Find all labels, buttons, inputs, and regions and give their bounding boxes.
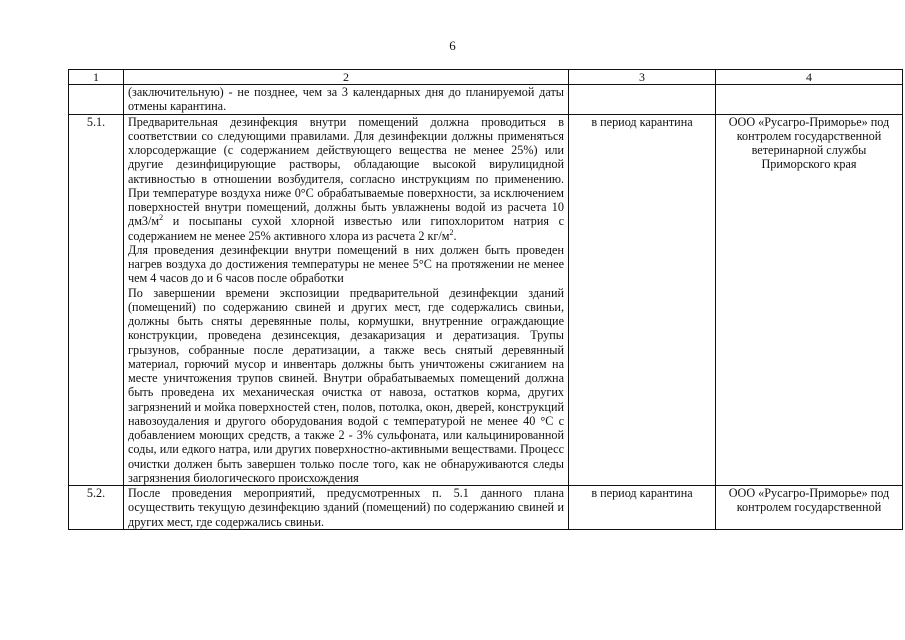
row-responsible: ООО «Русагро-Приморье» под контролем государственной ветеринарной службы Приморского края [716, 114, 903, 486]
row-period: в период карантина [569, 114, 716, 486]
row-number: 5.1. [69, 114, 124, 486]
paragraph-3: По завершении времени экспозиции предварительной дезинфекции зданий (помещений) по содержанию свиней и других мест, где содержались свиньи, должны быть сняты деревянные полы, кормушки, внутренние ограждающие конструкции, проведена дезинсекция, дезакаризация и дератизация. Трупы грызунов, собранные после дератизации, а также весь снятый деревянный материал, горючий мусор и инвентарь должны быть уничтожены сжиганием на месте уничтожения трупов свиней. Внутри обрабатываемых помещений должна быть проведена их механическая очистка от навоза, остатков корма, других загрязнений и мойка поверхностей стен, полов, потолка, окон, дверей, конструкций навозоудаления и другого оборудования водой с температурой не менее 40 °С с добавлением моющих средств, а также 2 - 3% сульфоната, или кальцинированной соды, или едкого натра, или других поверхностно-активными веществами. Процесс очистки должен быть завершен только после того, как не обнаруживаются следы загрязнения биологического происхождения [128, 285, 564, 485]
paragraph-2: Для проведения дезинфекции внутри помещений в них должен быть проведен нагрев воздуха до достижения температуры не менее 5°С на протяжении не менее чем 4 часов до и 6 часов после обработки [128, 242, 564, 286]
row-number: 5.2. [69, 486, 124, 530]
header-col-1: 1 [69, 70, 124, 85]
table-row-5-1 [69, 114, 903, 486]
page-number: 6 [449, 38, 456, 53]
paragraph-1: Предварительная дезинфекция внутри помещений должна проводиться в соответствии со следующими правилами. Для дезинфекции должны применяться хлорсодержащие (с содержанием действующего вещества не менее 25%) или другие дезинфицирующие растворы, обладающие высокой вирулицидной активностью в отношении возбудителя, согласно инструкциям по применению. При температуре воздуха ниже 0°С обрабатываемые поверхности, за исключением поверхностей внутри помещений, должны быть увлажнены водой из расчета 10 $дм3/м^2$ и посыпаны сухой хлорной известью или гипохлоритом натрия с содержанием не менее 25% активного хлора из расчета 2 $кг/м^2$. [128, 114, 564, 243]
continuation-row [69, 85, 903, 115]
row-responsible: ООО «Русагро-Приморье» под контролем государственной [716, 486, 903, 530]
table-header-row [69, 70, 903, 85]
header-col-4: 4 [716, 70, 903, 85]
row-description [124, 114, 569, 486]
row-period: в период карантина [569, 486, 716, 530]
measures-table [68, 69, 903, 530]
table-row-5-2 [69, 486, 903, 530]
header-col-3: 3 [569, 70, 716, 85]
header-col-2: 2 [124, 70, 569, 85]
continuation-text: (заключительную) - не позднее, чем за 3 календарных дня до планируемой даты отмены карантина. [124, 85, 569, 115]
row-description: После проведения мероприятий, предусмотренных п. 5.1 данного плана осуществить текущую дезинфекцию зданий (помещений) по содержанию свиней и других мест, где содержались свиньи. [124, 486, 569, 530]
